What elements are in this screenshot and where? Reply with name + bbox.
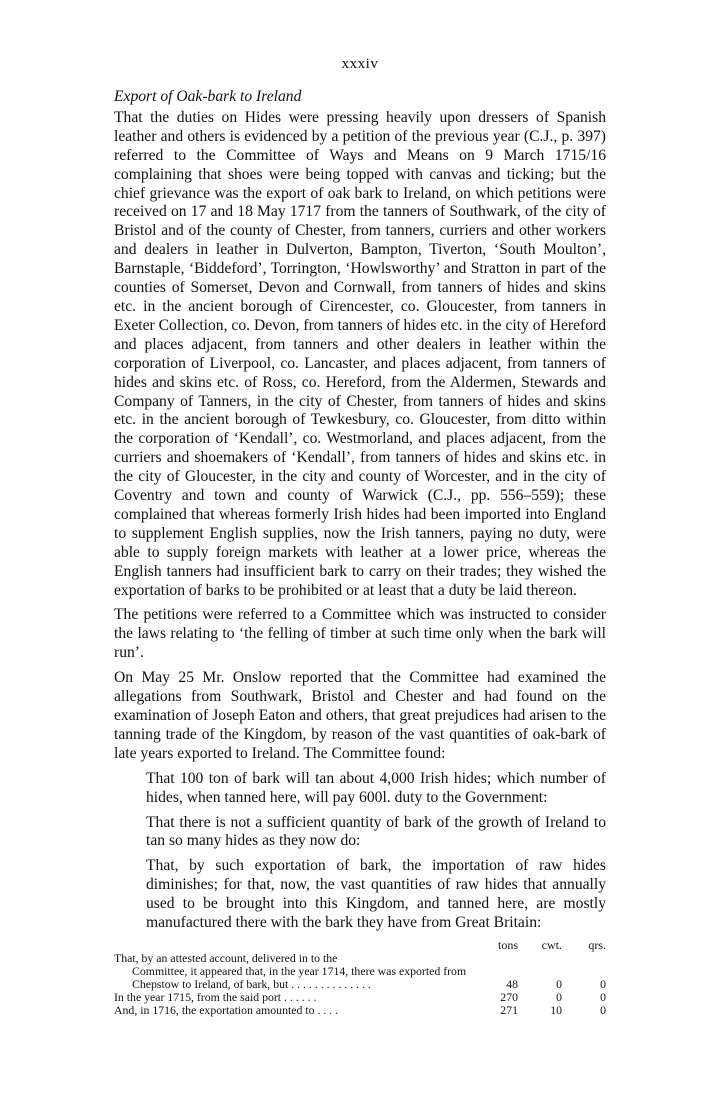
page-number: xxxiv: [341, 56, 379, 72]
cell-tons: 48: [506, 976, 518, 991]
column-header-qrs: qrs.: [588, 937, 606, 952]
table-row: [114, 1004, 606, 1017]
cell-cwt: 0: [556, 976, 562, 991]
bark-export-table: [114, 939, 606, 1017]
paragraph-committee-referral: The petitions were referred to a Committee which was instructed to consider the laws relating to ‘the felling of timber at such time only when the bark will run’.: [114, 606, 606, 662]
cell-cwt: 10: [550, 1002, 562, 1017]
table-row: [114, 952, 606, 991]
cell-tons: 271: [500, 1002, 518, 1017]
cell-qrs: 0: [600, 989, 606, 1004]
row-description: In the year 1715, from the said port . . . . . .: [114, 989, 317, 1004]
row-description-continued: Committee, it appeared that, in the year 1714, there was exported from Chepstow to Ireland, of bark, but . . . . . . . . . . . . . .: [132, 963, 467, 991]
column-header-tons: tons: [497, 937, 518, 952]
paragraph-onslow-report: On May 25 Mr. Onslow reported that the Committee had examined the allegations from Southwark, Bristol and Chester and had found on the examination of Joseph Eaton and others, that great prejudices had arisen to the tanning trade of the Kingdom, by reason of the vast quantities of oak-bark of late years exported to Ireland. The Committee found:: [114, 669, 606, 762]
paragraph-petitions: That the duties on Hides were pressing heavily upon dressers of Spanish leather and others is evidenced by a petition of the previous year (C.J., p. 397) referred to the Committee of Ways and Means on 9 March 1715/16 complaining that shoes were being topped with canvas and ticking; but the chief grievance was the export of oak bark to Ireland, on which petitions were received on 17 and 18 May 1717 from the tanners of Southwark, of the city of Bristol and of the county of Chester, from tanners, curriers and other workers and dealers in leather in Dulverton, Bampton, Tiverton, ‘South Moulton’, Barnstaple, ‘Biddeford’, Torrington, ‘Howlsworthy’ and Stratton in part of the counties of Somerset, Devon and Cornwall, from tanners of hides and skins etc. in the ancient borough of Cirencester, co. Gloucester, from tanners in Exeter Collection, co. Devon, from tanners of hides etc. in the city of Hereford and places adjacent, from tanners and other dealers in leather within the corporation of Liverpool, co. Lancaster, and places adjacent, from tanners of hides and skins etc. of Ross, co. Hereford, from the Aldermen, Stewards and Company of Tanners, in the city of Chester, from tanners of hides and skins etc. in the ancient borough of Tewkesbury, co. Gloucester, from ditto within the corporation of ‘Kendall’, co. Westmorland, and places adjacent, from the curriers and shoemakers of ‘Kendall’, from tanners of hides and skins etc. in the city of Gloucester, in the city and county of Worcester, and in the city of Coventry and town and county of Warwick (C.J., pp. 556–559); these complained that whereas formerly Irish hides had been imported into England to supplement English supplies, now the Irish tanners, paying no duty, were able to supply foreign markets with leather at a lower price, whereas the English tanners had insufficient bark to carry on their trades; they wished the exportation of barks to be prohibited or at least that a duty be laid thereon.: [114, 108, 606, 599]
cell-cwt: 0: [556, 989, 562, 1004]
finding-item: That, by such exportation of bark, the importation of raw hides diminishes; for that, now, the vast quantities of raw hides that annually used to be brought into this Kingdom, and tanned here, are mostly manufactured there with the bark they have from Great Britain:: [146, 857, 606, 932]
page-body: [114, 88, 606, 1017]
cell-qrs: 0: [600, 976, 606, 991]
cell-qrs: 0: [600, 1002, 606, 1017]
row-description: That, by an attested account, delivered in to the: [114, 950, 338, 965]
finding-item: That 100 ton of bark will tan about 4,000 Irish hides; which number of hides, when tanned here, will pay 600l. duty to the Government:: [146, 769, 606, 806]
committee-findings: [146, 770, 606, 933]
section-title: Export of Oak-bark to Ireland: [114, 88, 302, 105]
cell-tons: 270: [500, 989, 518, 1004]
row-description: And, in 1716, the exportation amounted to . . . .: [114, 1002, 339, 1017]
finding-item: That there is not a sufficient quantity of bark of the growth of Ireland to tan so many hides as they now do:: [146, 813, 606, 850]
column-header-cwt: cwt.: [541, 937, 562, 952]
